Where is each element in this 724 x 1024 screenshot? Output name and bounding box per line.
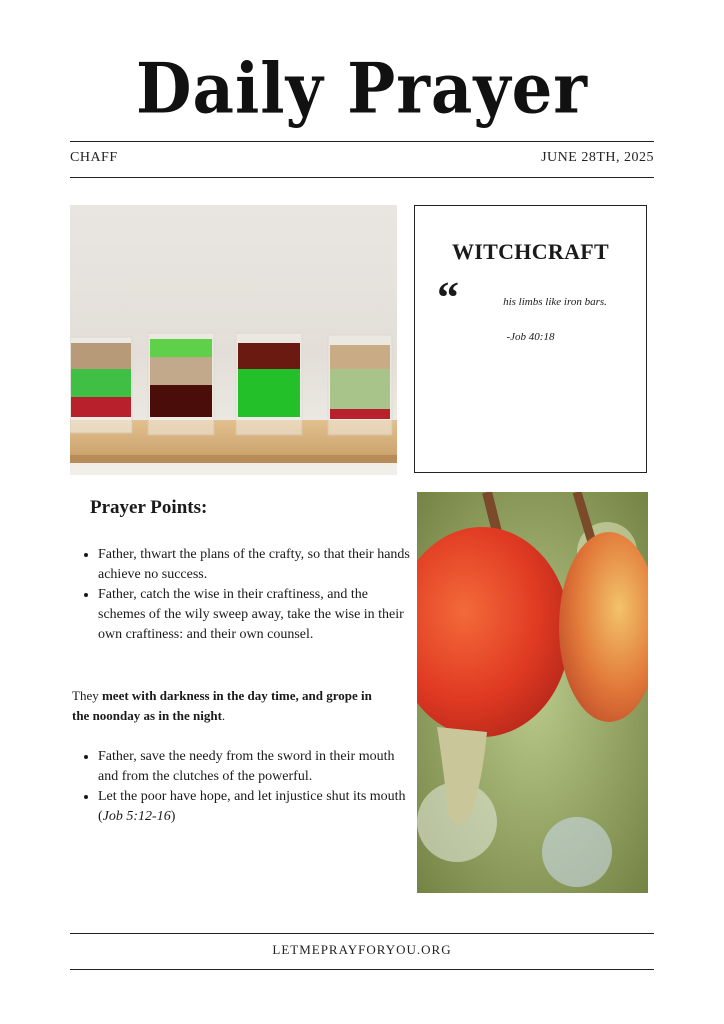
prayer-points-heading: Prayer Points: bbox=[90, 497, 208, 518]
list-item bbox=[98, 787, 418, 827]
quote-card bbox=[414, 205, 647, 473]
quote-mark: “ bbox=[437, 273, 459, 322]
scripture-citation: Job 5:12-16 bbox=[102, 809, 171, 824]
interlude-text bbox=[72, 686, 372, 726]
quote-title: WITCHCRAFT bbox=[451, 239, 609, 264]
list-item-text: Let the poor have hope, and let injustice shut its mouth bbox=[98, 789, 406, 804]
citation-close: ) bbox=[170, 809, 176, 824]
shot-glasses-photo bbox=[70, 205, 397, 475]
footer-top-rule bbox=[70, 933, 654, 934]
quote-text: his limbs like iron bars. bbox=[503, 296, 607, 308]
prayer-points-list-b bbox=[70, 747, 418, 827]
list-item: • Father, thwart the plans of the crafty, so that their hands achieve no success. bbox=[98, 545, 418, 585]
citation-open: ( bbox=[98, 809, 103, 824]
cashew-fruit-photo bbox=[417, 492, 648, 893]
quote-reference: -Job 40:18 bbox=[506, 331, 555, 343]
interlude-prefix: They bbox=[72, 688, 102, 703]
masthead-title: Daily Prayer bbox=[136, 48, 588, 130]
list-item: • Father, save the needy from the sword in their mouth and from the clutches of the powerful. bbox=[98, 747, 418, 787]
footer-bottom-rule bbox=[70, 969, 654, 970]
interlude-suffix: . bbox=[221, 708, 226, 723]
category-label: CHAFF bbox=[70, 150, 118, 165]
footer-website: LETMEPRAYFORYOU.ORG bbox=[272, 942, 452, 957]
list-item: • Father, catch the wise in their craftiness, and the schemes of the wily sweep away, take the wise in their own craftiness: and their own counsel. bbox=[98, 585, 418, 645]
issue-date: JUNE 28TH, 2025 bbox=[541, 150, 654, 165]
header-bottom-rule bbox=[70, 177, 654, 178]
prayer-points-list-a bbox=[70, 545, 418, 645]
header-top-rule bbox=[70, 141, 654, 142]
interlude-bold: meet with darkness in the day time, and grope in the noonday as in the night bbox=[72, 688, 372, 723]
